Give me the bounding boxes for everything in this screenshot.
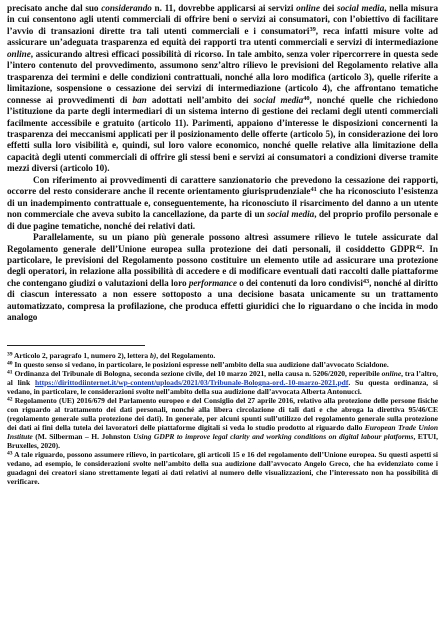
body-paragraph [7,175,438,232]
text-run: o dei contenuti da loro condivisi [236,277,363,288]
text-run: Con riferimento ai provvedimenti di carattere sanzionatorio che prevedono la cessazione dei rapporti, occorre del resto considerare anche il recente orientamento giurisprudenziale [7,174,438,197]
italic-text: social media [253,94,304,105]
text-run: dei [319,3,338,13]
italic-text: ban [132,94,147,105]
text-run: . Su questa ordinanza, si vedano, in particolare, le considerazioni svolte nell’ambito della sua audizione dall’avvocata Alberta Antonucci. [7,377,438,396]
text-run: (M. Silberman – H. Johnston [32,432,134,442]
footnote [7,351,438,360]
footnote [7,396,438,450]
text-run: Articolo 2, paragrafo 1, numero 2), lettera [12,350,151,360]
body-paragraph [7,3,438,175]
footnote-ref: 39 [309,25,316,33]
text-run: Ordinanza del Tribunale di Bologna, seconda sezione civile, del 10 marzo 2021, nella causa n. 5206/2020, reperibile [12,368,382,378]
italic-text: Using GDPR to improve legal clarity and working conditions on digital labour platforms [133,432,414,442]
italic-text: European Trade Union Institute [7,423,438,442]
footnote-ref: 40 [303,94,310,102]
footnote-ref: 42 [415,243,423,251]
main-text [7,3,438,324]
footnote-number: 39 [7,351,13,358]
footnote [7,450,438,486]
text-run: , del proprio profilo personale e di due pagine tematiche, nonché dei relativi dati. [7,209,439,231]
footnote-link[interactable]: https://dirittodiinternet.it/wp-content/uploads/2021/03/Tribunale-Bologna-ord.-10-marzo-2021.pdf [35,377,349,387]
footnote-ref: 41 [310,186,317,194]
text-run: che ha riconosciuto l’esistenza di un inadempimento contrattuale e, conseguentemente, ha riconosciuto il risarcimento del danno a un utente non commerciale che aveva subito la cancellazione, da parte di un [7,186,438,220]
footnotes [7,351,438,487]
text-run: adottati nell’ambito dei [146,94,254,105]
text-run: , nella misura in cui consentono agli utenti commerciali di offrire beni o servizi ai consumatori, con l’obiettivo di facilitare l’avvio di transazioni dirette tra tali utenti commerciali e i consumatori [7,3,439,36]
italic-text: b) [150,350,157,360]
text-run: , del Regolamento. [156,350,216,360]
italic-text: social media [337,3,385,13]
italic-text: online [296,3,320,13]
text-run: , nonché al diritto di ciascun interessato a non essere sottoposto a una decisione basata unicamente su un trattamento automatizzato, compresa la profilazione, che produca effetti giuridici che lo riguardano o che incida in modo analogo [7,277,438,323]
text-run: , nonché quelle che richiedono l’istituzione da parte degli intermediari di un sistema interno di gestione dei reclami degli utenti commerciali facilmente accessibile e gratuito (articolo 11). Parimenti, appaiono d’interesse le disposizioni concernenti la trasparenza dei meccanismi applicati per il posizionamento delle offerte (articolo 5), in considerazione dei loro effetti sulla loro visibilità e, quindi, sul loro valore economico, nonché quelle relative alla limitazione della capacità degli utenti commerciali di offrire gli stessi beni e servizi ai consumatori a condizioni diverse tramite mezzi diversi (articolo 10). [7,94,438,174]
italic-text: online [381,368,402,378]
footnote-number: 42 [7,396,13,403]
text-run: Parallelamente, su un piano più generale possono altresì assumere rilievo le tutele assicurate dal Regolamento generale dell’Unione europea sulla protezione dei dati personali, il cosiddetto GDPR [7,232,438,254]
text-run: , tra l’altro, al link [7,368,438,387]
footnote [7,369,438,396]
footnote-ref: 43 [362,277,370,285]
footnote-number: 41 [7,369,13,376]
text-run: precisato anche dal suo [7,3,102,13]
footnote-separator [7,345,145,346]
text-run: , assicurando altresì efficaci possibilità di ricorso. In tale ambito, senza voler ripercorrere in questa sede l’intero contenuto del provvedimento, assumono senz’altro rilievo le previsioni del Regolamento relative alla trasparenza dei termini e delle condizioni contrattuali, nonché alla loro modifica (articolo 3), quelle riferite a limitazione, sospensione o cessazione dei servizi di intermediazione (articolo 4), che affrontano tematiche connesse ai provvedimenti di [7,48,438,105]
footnote-number: 43 [7,450,13,457]
text-run: Regolamento (UE) 2016/679 del Parlamento europeo e del Consiglio del 27 aprile 2016, relativo alla protezione delle persone fisiche con riguardo al trattamento dei dati personali, nonché alla libera circolazione di tali dati e che abroga la direttiva 95/46/CE (regolamento generale sulla protezione dei dati). In generale, per alcuni spunti sull’utilizzo del regolamento generale sulla protezione dei dati ai fini della tutela dei lavoratori delle piattaforme digitali si veda lo studio prodotto al riguardo dallo [7,395,438,433]
text-run: , ETUI, Bruxelles, 2020). [7,432,438,451]
text-run: n. 11, dovrebbe applicarsi ai servizi [151,3,297,13]
text-run: In questo senso si vedano, in particolare, le posizioni espresse nell’ambito della sua audizione dall’avvocato Scialdone. [12,359,389,369]
text-run: , reca infatti misure volte ad assicurare un’adeguata trasparenza ed equità dei rapporti tra utenti commerciali e servizi di intermediazione [7,25,438,48]
text-run: . In particolare, le previsioni del Regolamento possono costituire un elemento utile ad assicurare una protezione degli operatori, in relazione alla possibilità di accedere e di modificare eventuali dati raccolti dalle piattaforme che contengano giudizi o valutazioni della loro [7,243,438,288]
italic-text: performance [188,277,237,288]
italic-text: considerando [101,3,152,13]
body-paragraph [7,232,438,324]
italic-text: online [7,48,31,59]
italic-text: social media [267,209,315,220]
text-run: A tale riguardo, possono assumere rilievo, in particolare, gli articoli 15 e 16 del regolamento dell’Unione europea. Su questi aspetti si vedano, ad esempio, le considerazioni svolte nell’ambito della sua audizione dall’avvocato Angelo Greco, che ha evidenziato come i guadagni dei creatori siano strettamente legati ai dati relativi al numero delle visualizzazioni, che l’interessato non ha possibilità di verificare. [7,450,438,487]
footnote-number: 40 [7,360,13,367]
footnote [7,360,438,369]
